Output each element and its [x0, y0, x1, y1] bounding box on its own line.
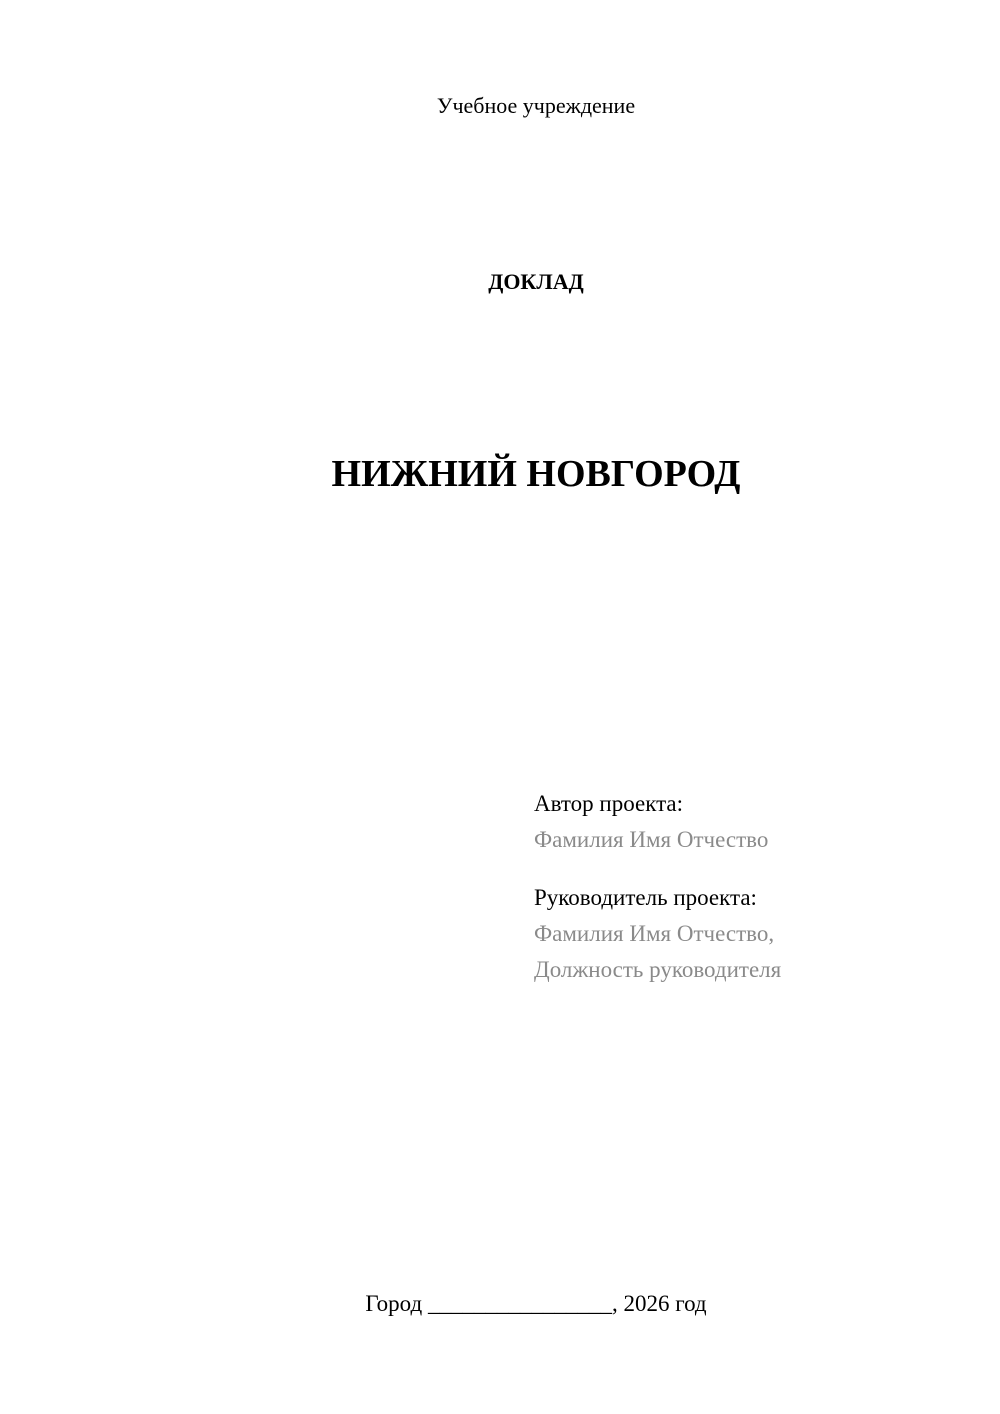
supervisor-name: Фамилия Имя Отчество, [534, 921, 775, 946]
institution-name: Учебное учреждение [436, 93, 636, 118]
city-year-line: Город ________________, 2026 год [365, 1291, 707, 1316]
credits-block [534, 786, 954, 988]
supervisor-label: Руководитель проекта: [534, 885, 757, 910]
document-type: ДОКЛАД [488, 269, 584, 294]
document-title: НИЖНИЙ НОВГОРОД [331, 453, 741, 495]
supervisor-position: Должность руководителя [534, 957, 782, 982]
credits-spacer [534, 858, 954, 880]
author-label: Автор проекта: [534, 791, 683, 816]
author-name: Фамилия Имя Отчество [534, 827, 769, 852]
